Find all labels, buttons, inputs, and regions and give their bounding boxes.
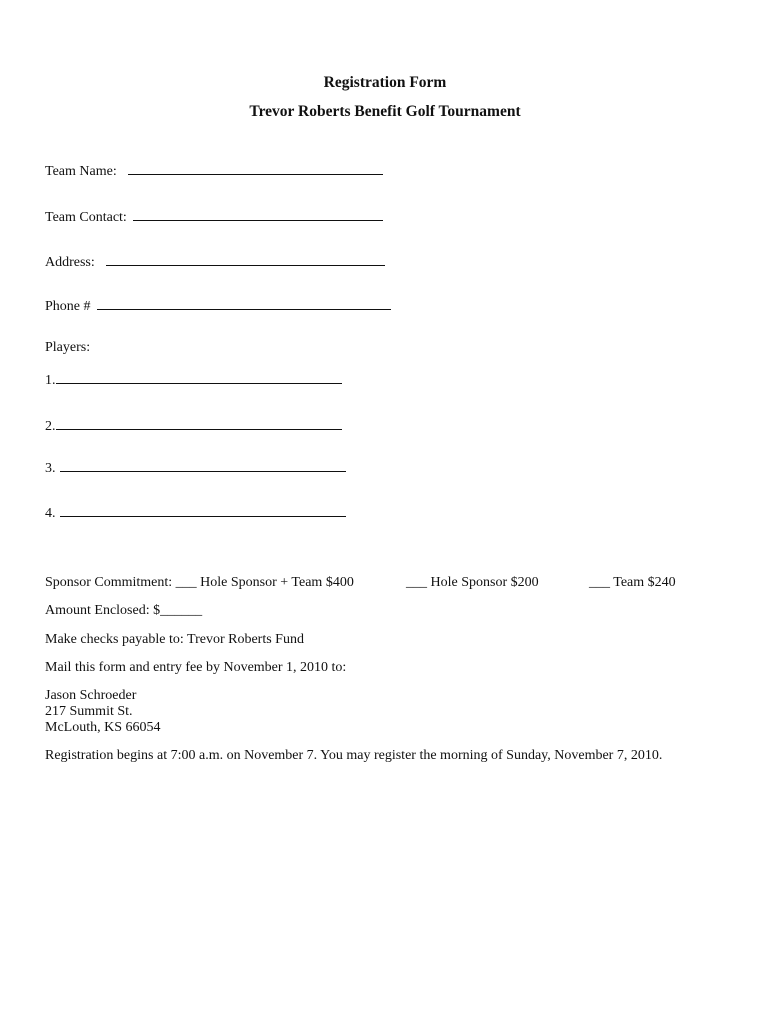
mail-instructions: Mail this form and entry fee by November 1, 2010 to: — [45, 660, 347, 675]
amount-enclosed: Amount Enclosed: $______ — [45, 603, 203, 618]
player-number: 1. — [45, 373, 56, 388]
address-label: Address: — [45, 255, 95, 270]
phone-label: Phone # — [45, 299, 91, 314]
page-title: Registration Form — [323, 74, 447, 91]
team-name-label: Team Name: — [45, 164, 117, 179]
player-number: 2. — [45, 419, 56, 434]
team-contact-label: Team Contact: — [45, 210, 127, 225]
mailing-street: 217 Summit St. — [45, 704, 133, 719]
mailing-name: Jason Schroeder — [45, 688, 137, 703]
phone-field[interactable] — [97, 296, 391, 310]
player-3-field[interactable] — [60, 458, 346, 472]
team-contact-field[interactable] — [133, 207, 383, 221]
player-1-field[interactable] — [56, 370, 342, 384]
checks-payable-note: Make checks payable to: Trevor Roberts Fund — [45, 632, 304, 647]
registration-note: Registration begins at 7:00 a.m. on November 7. You may register the morning of Sunday, November 7, 2010. — [45, 748, 663, 763]
player-row — [45, 458, 346, 477]
team-name-row — [45, 161, 383, 180]
player-row — [45, 370, 342, 389]
player-row — [45, 416, 342, 435]
player-number: 4. — [45, 506, 56, 521]
sponsor-option-team[interactable]: ___ Team $240 — [589, 575, 676, 590]
player-number: 3. — [45, 461, 56, 476]
team-name-field[interactable] — [128, 161, 383, 175]
mailing-city: McLouth, KS 66054 — [45, 720, 161, 735]
page-subtitle: Trevor Roberts Benefit Golf Tournament — [249, 103, 521, 120]
player-row — [45, 503, 346, 522]
address-row — [45, 252, 385, 271]
sponsor-option-hole-sponsor[interactable]: ___ Hole Sponsor $200 — [406, 575, 539, 590]
player-4-field[interactable] — [60, 503, 346, 517]
sponsor-option-hole-sponsor-team[interactable]: Sponsor Commitment: ___ Hole Sponsor + Team $400 — [45, 575, 354, 590]
players-label: Players: — [45, 340, 91, 355]
player-2-field[interactable] — [56, 416, 342, 430]
team-contact-row — [45, 207, 383, 226]
address-field[interactable] — [106, 252, 385, 266]
mailing-address — [45, 688, 161, 736]
phone-row — [45, 296, 391, 315]
